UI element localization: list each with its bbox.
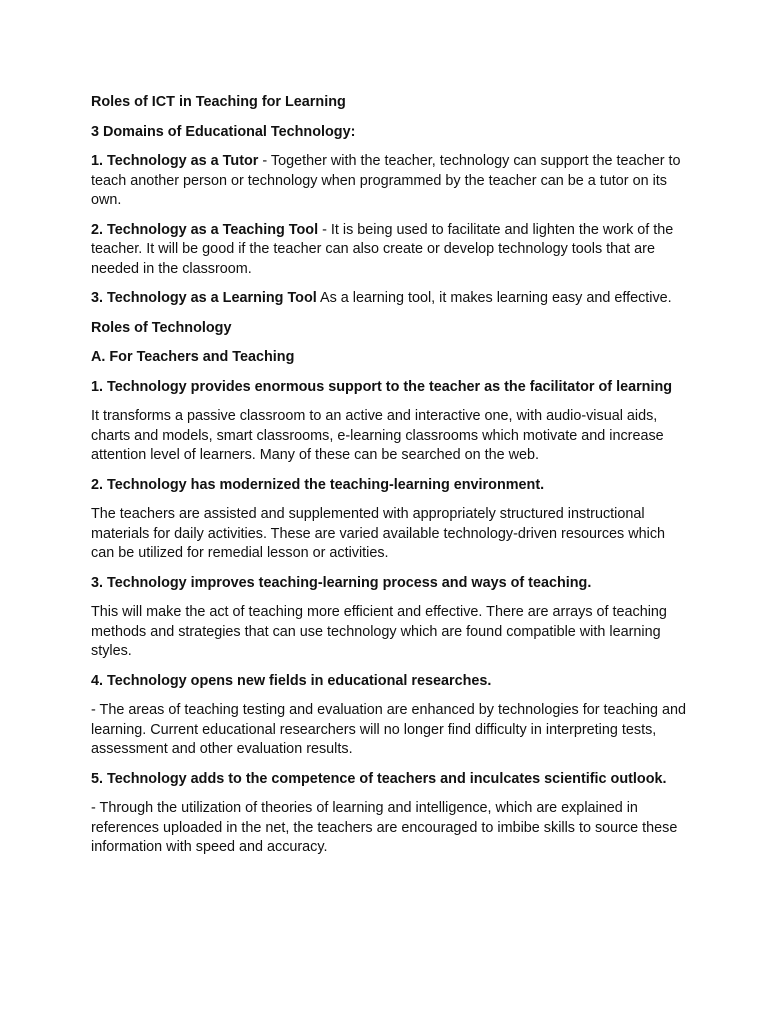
role-heading: 1. Technology provides enormous support to the teacher as the facilitator of learning bbox=[91, 378, 673, 395]
domain-label: 2. Technology as a Teaching Tool bbox=[91, 221, 319, 238]
domains-heading: 3 Domains of Educational Technology: bbox=[91, 123, 356, 140]
domain-paragraph bbox=[91, 152, 686, 211]
domain-paragraph bbox=[91, 289, 686, 309]
role-heading: 4. Technology opens new fields in educational researches. bbox=[91, 672, 492, 689]
document-body bbox=[91, 93, 686, 868]
domain-text: As a learning tool, it makes learning easy and effective. bbox=[316, 290, 672, 306]
domain-text: - It is being used to facilitate and lighten the work of the teacher. It will be good if the teacher can also create or develop technology tools that are needed in the classroom. bbox=[91, 221, 674, 277]
domain-label: 3. Technology as a Learning Tool bbox=[91, 290, 317, 306]
role-body: This will make the act of teaching more efficient and effective. There are arrays of teaching methods and strategies that can use technology which are found compatible with learning styles. bbox=[91, 604, 667, 659]
domain-paragraph bbox=[91, 221, 686, 280]
role-heading: 3. Technology improves teaching-learning process and ways of teaching. bbox=[91, 574, 592, 591]
role-body: It transforms a passive classroom to an active and interactive one, with audio-visual aids, charts and models, smart classrooms, e-learning classrooms which motivate and increase attention level of learners. Many of these can be searched on the web. bbox=[91, 408, 664, 463]
section-a-heading: A. For Teachers and Teaching bbox=[91, 349, 295, 365]
role-heading: 2. Technology has modernized the teaching-learning environment. bbox=[91, 476, 545, 493]
role-body: The teachers are assisted and supplemented with appropriately structured instructional materials for daily activities. These are varied available technology-driven resources which can be utilized for remedial lesson or activities. bbox=[91, 506, 666, 561]
role-body: - The areas of teaching testing and evaluation are enhanced by technologies for teaching and learning. Current educational researchers will no longer find difficulty in interpreting tests, assessment and other evaluation results. bbox=[91, 702, 686, 757]
role-body: - Through the utilization of theories of learning and intelligence, which are explained in references uploaded in the net, the teachers are encouraged to imbibe skills to source these information with speed and accuracy. bbox=[91, 800, 678, 855]
document-title: Roles of ICT in Teaching for Learning bbox=[91, 94, 346, 110]
domain-text: - Together with the teacher, technology can support the teacher to teach another person or technology when programmed by the teacher can be a tutor on its own. bbox=[91, 153, 681, 208]
roles-heading: Roles of Technology bbox=[91, 319, 232, 336]
domain-label: 1. Technology as a Tutor bbox=[91, 153, 259, 169]
role-heading: 5. Technology adds to the competence of teachers and inculcates scientific outlook. bbox=[91, 770, 667, 787]
